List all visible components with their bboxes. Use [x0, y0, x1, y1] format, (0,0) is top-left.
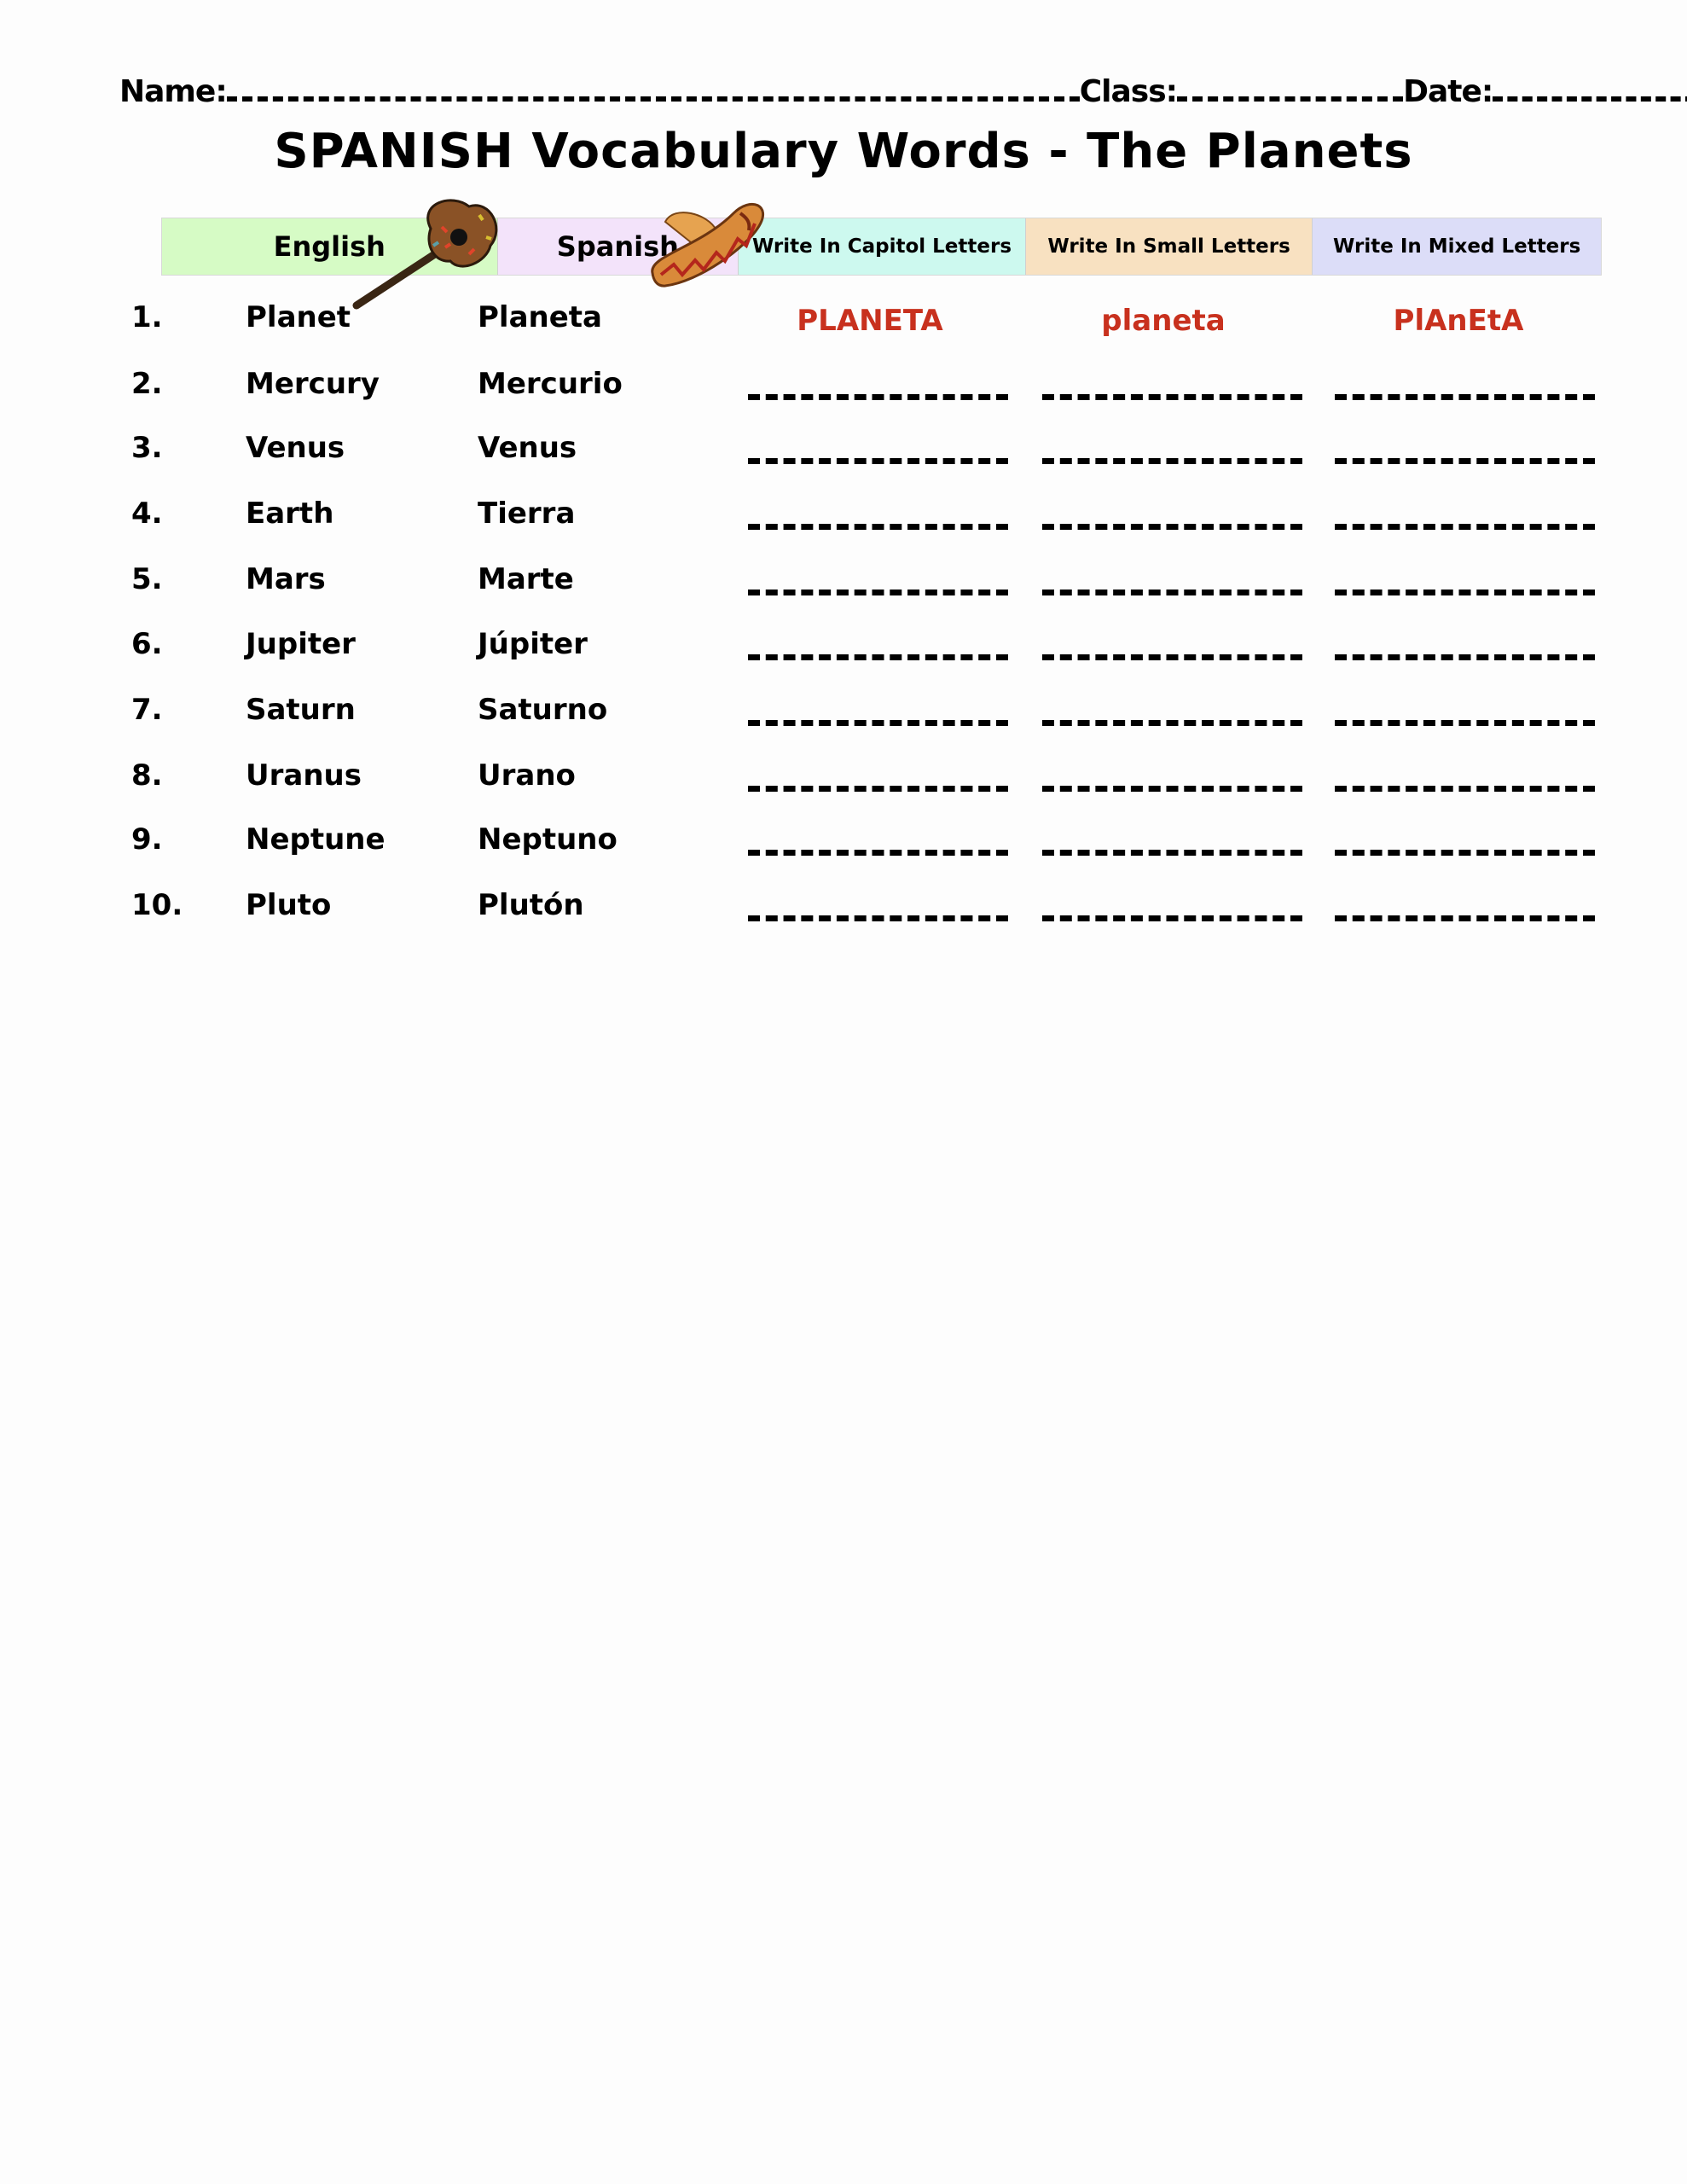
row-number: 6.	[131, 627, 163, 661]
row-number: 2.	[131, 367, 163, 401]
spanish-word: Plutón	[478, 888, 584, 922]
row-number: 8.	[131, 758, 163, 793]
column-header-mixed: Write In Mixed Letters	[1312, 218, 1601, 275]
table-row	[0, 758, 1687, 810]
date-field[interactable]	[1493, 96, 1687, 102]
example-mixed: PlAnEtA	[1393, 304, 1524, 338]
column-header-english: English	[162, 218, 497, 275]
answer-blank-capital[interactable]	[748, 786, 1008, 792]
answer-blank-mixed[interactable]	[1335, 786, 1595, 792]
row-number: 9.	[131, 822, 163, 857]
answer-blank-capital[interactable]	[748, 394, 1008, 400]
table-row	[0, 367, 1687, 418]
table-row	[0, 627, 1687, 678]
answer-blank-mixed[interactable]	[1335, 458, 1595, 464]
example-small: planeta	[1101, 304, 1226, 338]
answer-blank-mixed[interactable]	[1335, 915, 1595, 921]
english-word: Jupiter	[246, 627, 356, 661]
table-row	[0, 562, 1687, 613]
answer-blank-small[interactable]	[1042, 524, 1302, 530]
spanish-word: Tierra	[478, 497, 576, 531]
english-word: Uranus	[246, 758, 362, 793]
row-number: 3.	[131, 431, 163, 465]
table-row	[0, 693, 1687, 744]
answer-blank-small[interactable]	[1042, 850, 1302, 856]
english-word: Mercury	[246, 367, 380, 401]
answer-blank-small[interactable]	[1042, 786, 1302, 792]
answer-blank-capital[interactable]	[748, 850, 1008, 856]
answer-blank-mixed[interactable]	[1335, 720, 1595, 726]
spanish-word: Neptuno	[478, 822, 617, 857]
example-capital: PLANETA	[797, 304, 943, 338]
english-word: Venus	[246, 431, 345, 465]
answer-blank-capital[interactable]	[748, 654, 1008, 660]
spanish-word: Mercurio	[478, 367, 623, 401]
row-number: 10.	[131, 888, 183, 922]
answer-blank-mixed[interactable]	[1335, 654, 1595, 660]
answer-blank-capital[interactable]	[748, 524, 1008, 530]
answer-blank-capital[interactable]	[748, 590, 1008, 595]
english-word: Neptune	[246, 822, 386, 857]
row-number: 7.	[131, 693, 163, 727]
answer-blank-small[interactable]	[1042, 394, 1302, 400]
row-number: 5.	[131, 562, 163, 596]
row-number: 4.	[131, 497, 163, 531]
date-label: Date:	[1403, 74, 1493, 109]
answer-blank-capital[interactable]	[748, 720, 1008, 726]
column-header-small: Write In Small Letters	[1025, 218, 1313, 275]
spanish-word: Urano	[478, 758, 576, 793]
guitar-icon	[350, 195, 503, 314]
table-row	[0, 431, 1687, 482]
answer-blank-small[interactable]	[1042, 590, 1302, 595]
class-field[interactable]	[1177, 96, 1403, 102]
answer-blank-mixed[interactable]	[1335, 524, 1595, 530]
answer-blank-small[interactable]	[1042, 915, 1302, 921]
spanish-word: Venus	[478, 431, 577, 465]
answer-blank-mixed[interactable]	[1335, 394, 1595, 400]
answer-blank-small[interactable]	[1042, 654, 1302, 660]
name-field[interactable]	[227, 96, 1080, 102]
english-word: Saturn	[246, 693, 356, 727]
answer-blank-capital[interactable]	[748, 915, 1008, 921]
answer-blank-mixed[interactable]	[1335, 850, 1595, 856]
student-info-line	[119, 67, 1595, 109]
column-header-spanish: Spanish	[497, 218, 739, 275]
english-word: Mars	[246, 562, 326, 596]
row-number: 1.	[131, 300, 163, 334]
column-header-capital: Write In Capitol Letters	[738, 218, 1025, 275]
english-word: Pluto	[246, 888, 332, 922]
english-word: Planet	[246, 300, 351, 334]
answer-blank-small[interactable]	[1042, 458, 1302, 464]
sombrero-icon	[648, 196, 772, 290]
name-label: Name:	[119, 74, 227, 109]
answer-blank-small[interactable]	[1042, 720, 1302, 726]
english-word: Earth	[246, 497, 334, 531]
spanish-word: Marte	[478, 562, 574, 596]
answer-blank-mixed[interactable]	[1335, 590, 1595, 595]
page-title: SPANISH Vocabulary Words - The Planets	[274, 124, 1413, 179]
class-label: Class:	[1079, 74, 1178, 109]
table-row	[0, 300, 1687, 351]
spanish-word: Saturno	[478, 693, 608, 727]
table-row	[0, 497, 1687, 548]
spanish-word: Planeta	[478, 300, 602, 334]
table-row	[0, 822, 1687, 874]
answer-blank-capital[interactable]	[748, 458, 1008, 464]
table-row	[0, 888, 1687, 939]
spanish-word: Júpiter	[478, 627, 588, 661]
